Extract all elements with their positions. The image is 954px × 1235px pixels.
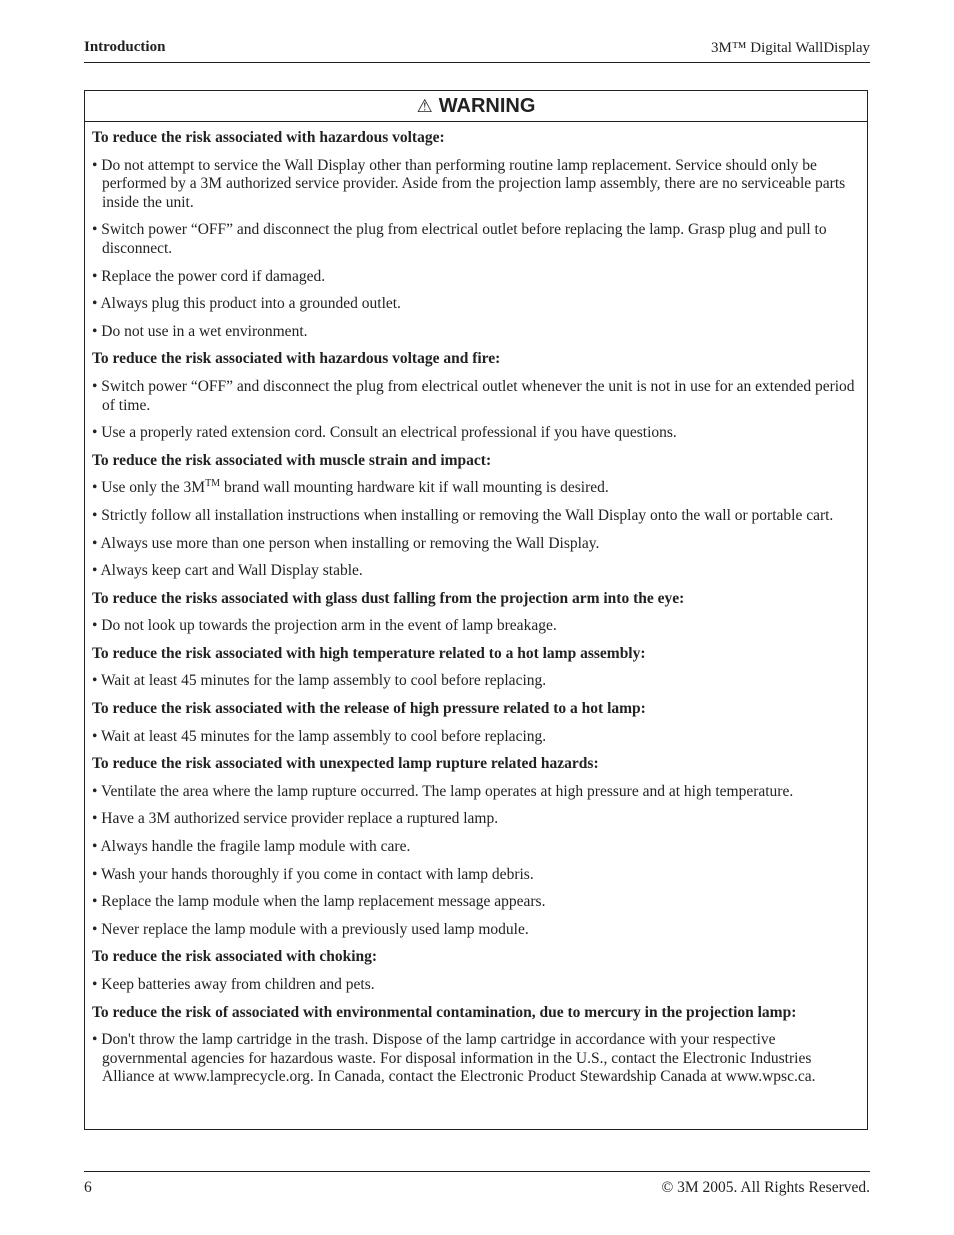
warning-item: • Keep batteries away from children and pets.: [92, 976, 375, 993]
warning-heading: To reduce the risk associated with unexpected lamp rupture related hazards:: [92, 755, 599, 773]
warning-item: • Do not look up towards the projection arm in the event of lamp breakage.: [92, 617, 557, 635]
warning-heading: To reduce the risk associated with hazardous voltage and fire:: [92, 350, 501, 368]
page-number: 6: [84, 1179, 92, 1196]
warning-item: • Strictly follow all installation instructions when installing or removing the Wall Display onto the wall or portable cart.: [92, 506, 834, 524]
product-name: 3M™ Digital WallDisplay: [710, 40, 870, 56]
warning-heading: To reduce the risks associated with glass dust falling from the projection arm into the eye:: [92, 589, 685, 607]
item-text: • Use only the 3M: [92, 479, 206, 497]
warning-content: [85, 122, 867, 1087]
warning-item: • Always handle the fragile lamp module with care.: [92, 838, 411, 856]
warning-item: • Have a 3M authorized service provider replace a ruptured lamp.: [92, 810, 499, 828]
warning-item: • Always use more than one person when installing or removing the Wall Display.: [92, 534, 600, 552]
warning-heading: To reduce the risk associated with muscle strain and impact:: [92, 451, 492, 469]
warning-triangle-icon: ⚠: [416, 95, 433, 116]
warning-heading: To reduce the risk associated with hazardous voltage:: [92, 129, 445, 146]
trademark-superscript: TM: [205, 478, 221, 490]
warning-item: • Use a properly rated extension cord. Consult an electrical professional if you have questions.: [92, 424, 677, 442]
warning-item: • Do not use in a wet environment.: [92, 322, 308, 340]
warning-item: • Always plug this product into a grounded outlet.: [92, 295, 401, 313]
warning-item: • Replace the power cord if damaged.: [92, 267, 326, 285]
warning-title: WARNING: [438, 94, 536, 117]
warning-item: • Wait at least 45 minutes for the lamp assembly to cool before replacing.: [92, 672, 547, 690]
warning-title-bar: [85, 91, 867, 122]
warning-item: [92, 479, 861, 498]
warning-item: • Never replace the lamp module with a previously used lamp module.: [92, 920, 529, 938]
warning-heading: To reduce the risk associated with the release of high pressure related to a hot lamp:: [92, 700, 646, 718]
page-header: [84, 38, 870, 63]
warning-item: • Switch power “OFF” and disconnect the plug from electrical outlet whenever the unit is not in use for an extended period of time.: [92, 377, 855, 414]
warning-item: • Wash your hands thoroughly if you come in contact with lamp debris.: [92, 865, 534, 883]
warning-item: • Don't throw the lamp cartridge in the trash. Dispose of the lamp cartridge in accordance with your respective governmental agencies for hazardous waste. For disposal information in the U.S., contact the Electronic Industries Alliance at www.lamprecycle.org. In Canada, contact the Electronic Product Stewardship Canada at www.wpsc.ca.: [92, 1031, 816, 1086]
page-footer: [84, 1171, 870, 1202]
warning-item: • Ventilate the area where the lamp rupture occurred. The lamp operates at high pressure and at high temperature.: [92, 782, 794, 800]
warning-heading: To reduce the risk associated with high temperature related to a hot lamp assembly:: [92, 644, 646, 662]
item-text: brand wall mounting hardware kit if wall mounting is desired.: [220, 479, 609, 497]
warning-item: • Replace the lamp module when the lamp replacement message appears.: [92, 893, 546, 911]
warning-item: • Do not attempt to service the Wall Display other than performing routine lamp replacement. Service should only be performed by a 3M authorized service provider. Aside from the projection lamp assembly, there are no serviceable parts inside the unit.: [92, 156, 846, 211]
warning-heading: To reduce the risk associated with choking:: [92, 948, 378, 966]
warning-heading: To reduce the risk of associated with environmental contamination, due to mercury in the projection lamp:: [92, 1003, 797, 1021]
copyright-notice: © 3M 2005. All Rights Reserved.: [661, 1179, 870, 1196]
section-title: Introduction: [84, 39, 166, 55]
warning-item: • Always keep cart and Wall Display stable.: [92, 562, 363, 580]
warning-box: [84, 90, 868, 1130]
warning-item: • Wait at least 45 minutes for the lamp assembly to cool before replacing.: [92, 727, 547, 745]
warning-item: • Switch power “OFF” and disconnect the plug from electrical outlet before replacing the lamp. Grasp plug and pull to disconnect.: [92, 221, 827, 257]
